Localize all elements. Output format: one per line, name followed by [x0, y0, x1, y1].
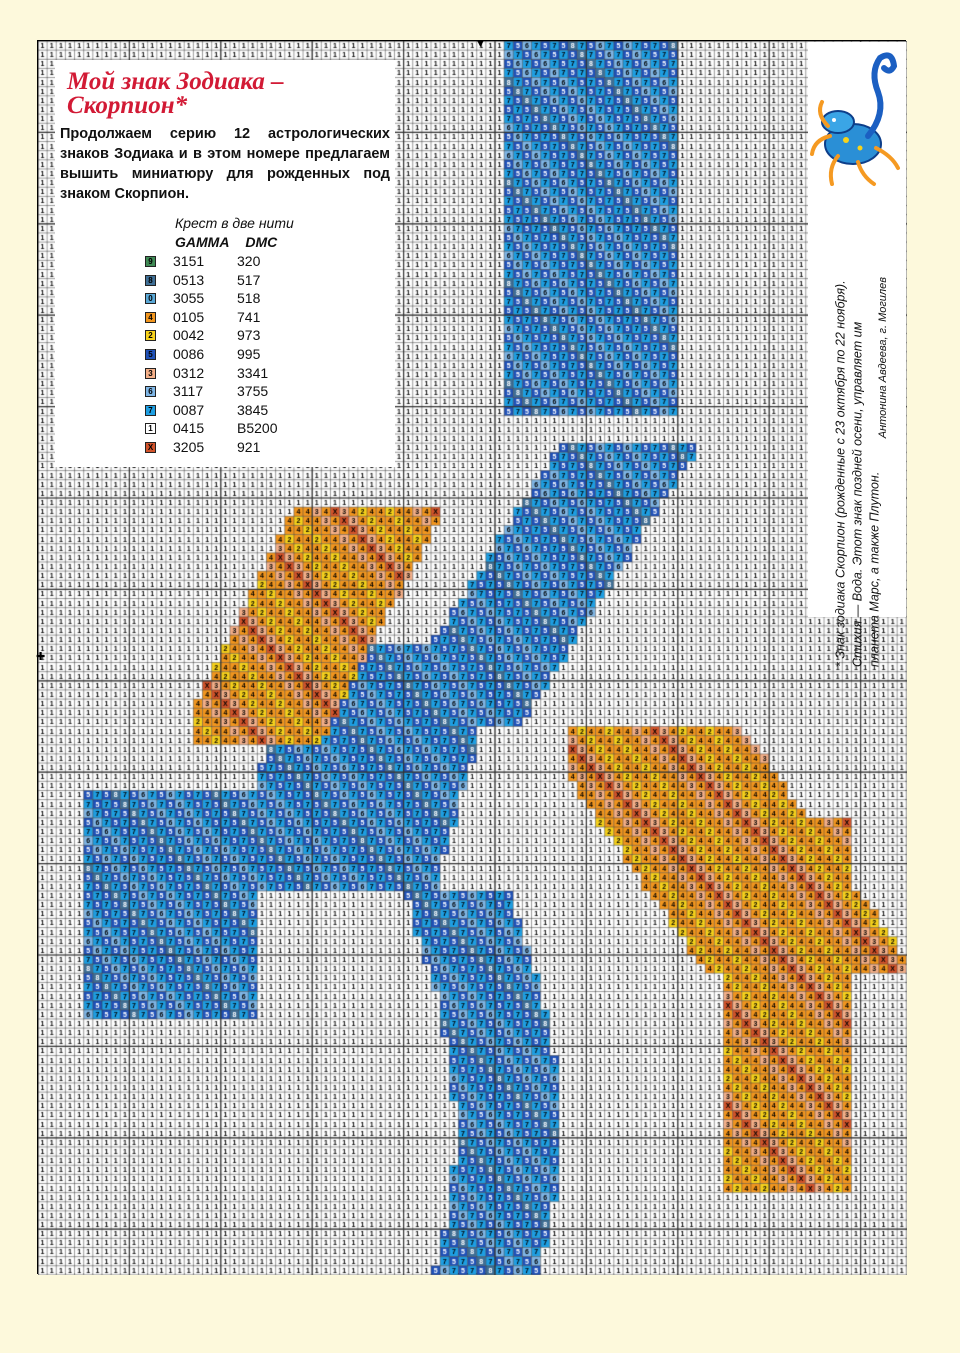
- legend-swatch: 5: [145, 349, 156, 360]
- legend-swatch: 3: [145, 368, 156, 379]
- legend-swatch: 4: [145, 312, 156, 323]
- legend-columns: [175, 234, 289, 250]
- legend-gamma-code: 0312: [173, 364, 205, 381]
- legend-dmc-code: 517: [237, 271, 261, 288]
- legend-row: [145, 383, 365, 402]
- legend-swatch: 0: [145, 293, 156, 304]
- legend-gamma-code: 3205: [173, 438, 205, 455]
- legend-dmc-code: 921: [237, 438, 261, 455]
- legend-dmc-code: 973: [237, 327, 261, 344]
- legend-row: [145, 346, 365, 365]
- legend-gamma-code: 0415: [173, 420, 205, 437]
- side-author: Антонина Авдеева, г. Могилев: [877, 277, 889, 439]
- legend-swatch: 2: [145, 330, 156, 341]
- legend-dmc-code: 995: [237, 345, 261, 362]
- legend-row: [145, 402, 365, 421]
- legend-row: [145, 420, 365, 439]
- side-panel: [808, 42, 906, 667]
- legend-col-dmc: DMC: [245, 234, 278, 250]
- legend-swatch: 6: [145, 386, 156, 397]
- legend-swatch: 1: [145, 423, 156, 434]
- legend-dmc-code: 741: [237, 308, 261, 325]
- legend-dmc-code: 3845: [237, 401, 269, 418]
- legend-row: [145, 327, 365, 346]
- legend-dmc-code: B5200: [237, 420, 278, 437]
- legend-dmc-code: 320: [237, 253, 261, 269]
- legend-gamma-code: 3117: [173, 383, 204, 400]
- legend-gamma-code: 3055: [173, 290, 205, 307]
- legend-swatch: X: [145, 442, 156, 453]
- side-note: * Знак зодиака Скорпион (рожденные с 23 октября по 22 ноября). Стихия — Вода. Этот знак поздней осени, управляет им планета Марс, а также Плутон.: [833, 280, 882, 667]
- legend-dmc-code: 3755: [237, 383, 269, 400]
- legend-list: [145, 253, 365, 458]
- legend-gamma-code: 0042: [173, 327, 205, 344]
- legend-heading: Крест в две нити: [175, 215, 294, 231]
- legend-gamma-code: 0086: [173, 345, 205, 362]
- legend-gamma-code: 3151: [173, 253, 205, 269]
- legend-row: [145, 365, 365, 384]
- legend-row: [145, 253, 365, 272]
- legend-col-gamma: GAMMA: [175, 234, 230, 250]
- center-marker-left: ✚: [36, 651, 46, 663]
- info-box: [55, 60, 395, 467]
- page-title: Мой знак Зодиака – Скорпион*: [67, 68, 284, 119]
- legend-row: [145, 439, 365, 458]
- intro-text: Продолжаем серию 12 астрологических знаков Зодиака и в этом номере предлагаем вышить миниатюру для рожденных под знаком Скорпион.: [60, 126, 390, 202]
- legend-swatch: 7: [145, 405, 156, 416]
- scorpion-icon: [808, 44, 906, 204]
- legend-row: [145, 272, 365, 291]
- legend-gamma-code: 0087: [173, 401, 205, 418]
- legend-dmc-code: 518: [237, 290, 261, 307]
- legend-swatch: 8: [145, 275, 156, 286]
- legend-row: [145, 290, 365, 309]
- legend-row: [145, 309, 365, 328]
- center-marker-top: ▼: [475, 38, 486, 50]
- legend-dmc-code: 3341: [237, 364, 269, 381]
- legend-gamma-code: 0105: [173, 308, 205, 325]
- legend-gamma-code: 0513: [173, 271, 205, 288]
- legend-swatch: 9: [145, 256, 156, 267]
